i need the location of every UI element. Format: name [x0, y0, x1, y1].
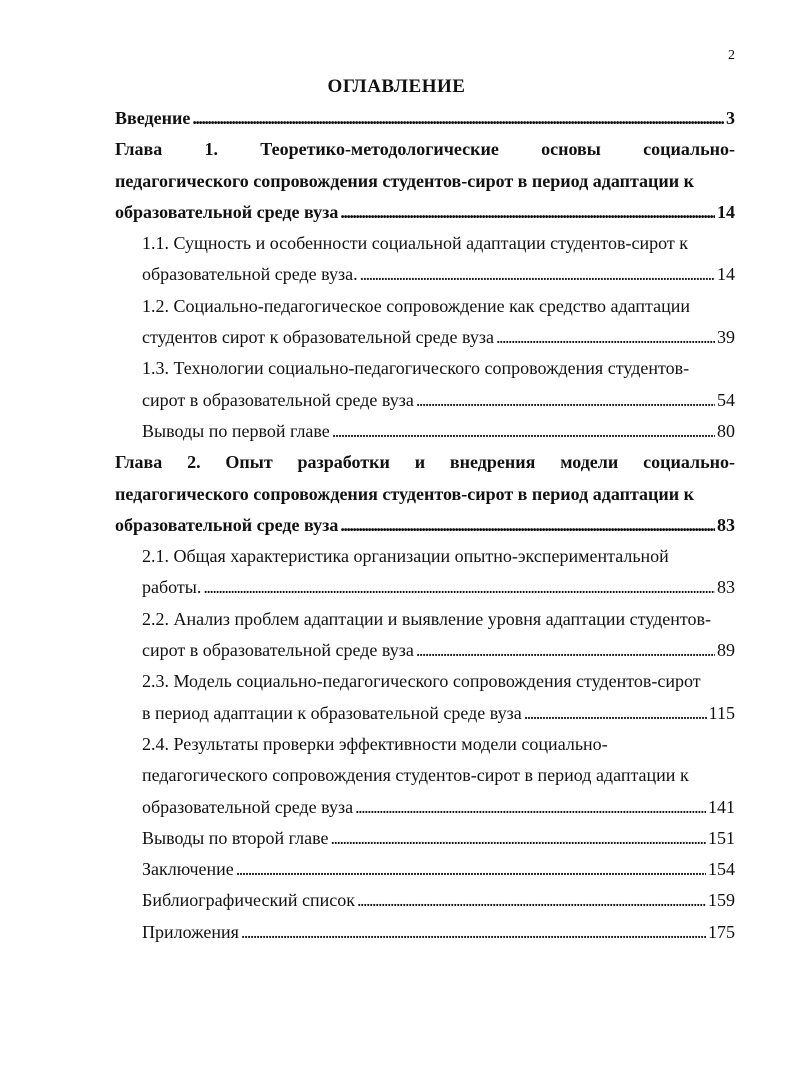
dot-leader	[355, 792, 706, 823]
page-number: 2	[728, 48, 735, 63]
toc-page-number: 83	[717, 577, 735, 598]
toc-word: и	[414, 452, 426, 473]
toc-page-number: 151	[708, 827, 735, 848]
toc-entry-text: педагогического сопровождения студентов-сирот в период адаптации к	[142, 765, 689, 786]
toc-entry-text: 2.4. Результаты проверки эффективности модели социально-	[142, 733, 608, 754]
dot-leader	[416, 385, 715, 416]
toc-chapter-1-line3[interactable]	[115, 197, 735, 228]
toc-appendices[interactable]	[115, 917, 735, 948]
toc-page-number: 141	[708, 796, 735, 817]
toc-entry-text: Выводы по первой главе	[142, 420, 330, 441]
dot-leader	[416, 635, 715, 666]
toc-entry-label: Введение	[115, 108, 191, 128]
dot-leader	[241, 917, 706, 948]
toc-section-1-1-line2[interactable]	[115, 259, 735, 290]
toc-entry-text: педагогического сопровождения студентов-сирот в период адаптации к	[115, 170, 695, 191]
toc-word: Глава	[115, 452, 163, 473]
toc-word: внедрения	[449, 452, 536, 473]
toc-chapter-2-line3[interactable]	[115, 510, 735, 541]
toc-section-2-2-line1[interactable]	[115, 604, 735, 635]
toc-entry-text: Заключение	[142, 859, 234, 880]
toc-entry-text: Выводы по второй главе	[142, 827, 329, 848]
toc-word: 1.	[204, 139, 219, 160]
toc-entry-text: образовательной среде вуза	[115, 514, 339, 535]
toc-chapter-2-heading-line[interactable]	[115, 447, 735, 478]
toc-conclusions-chapter-2[interactable]	[115, 823, 735, 854]
toc-word: социально-	[643, 139, 735, 160]
toc-word: социально-	[643, 452, 735, 473]
toc-entry-text: работы.	[142, 577, 202, 598]
toc-word: Теоретико-методологические	[260, 139, 499, 160]
page-title: ОГЛАВЛЕНИЕ	[327, 76, 466, 97]
toc-page-number: 54	[717, 389, 735, 410]
dot-leader	[192, 103, 724, 134]
toc-entry-text: сирот в образовательной среде вуза	[142, 389, 414, 410]
toc-section-1-2-line1[interactable]	[115, 291, 735, 322]
toc-word: Опыт	[225, 452, 273, 473]
toc-entry-text: 1.3. Технологии социально-педагогического сопровождения студентов-	[142, 358, 690, 379]
toc-entry-introduction[interactable]	[115, 103, 735, 134]
toc-conclusion[interactable]	[115, 854, 735, 885]
toc-section-2-2-line2[interactable]	[115, 635, 735, 666]
dot-leader	[357, 885, 706, 916]
toc-entry-text: сирот в образовательной среде вуза	[142, 640, 414, 661]
toc-entry-text: 2.1. Общая характеристика организации опытно-экспериментальной	[142, 546, 669, 567]
toc-page-number: 80	[717, 420, 735, 441]
toc-page-number: 83	[717, 514, 735, 535]
toc-section-1-1-line1[interactable]	[115, 228, 735, 259]
dot-leader	[496, 322, 715, 353]
toc-section-2-3-line1[interactable]	[115, 666, 735, 697]
toc-page-number: 115	[708, 702, 735, 723]
toc-section-2-4-line3[interactable]	[115, 792, 735, 823]
dot-leader	[360, 259, 715, 290]
toc-section-2-3-line2[interactable]	[115, 698, 735, 729]
toc-section-1-2-line2[interactable]	[115, 322, 735, 353]
toc-section-1-3-line1[interactable]	[115, 353, 735, 384]
dot-leader	[236, 854, 706, 885]
toc-word: разработки	[297, 452, 390, 473]
toc-page-number: 39	[717, 327, 735, 348]
toc-page-number: 3	[726, 108, 735, 128]
toc-word: модели	[560, 452, 619, 473]
dot-leader	[203, 572, 715, 603]
toc-entry-text: образовательной среде вуза	[142, 796, 354, 817]
dot-leader	[340, 510, 715, 541]
dot-leader	[524, 698, 707, 729]
toc-section-2-4-line1[interactable]	[115, 729, 735, 760]
toc-chapter-1-heading-line[interactable]	[115, 134, 735, 165]
toc-chapter-2-line2[interactable]	[115, 479, 735, 510]
toc-section-1-3-line2[interactable]	[115, 385, 735, 416]
toc-entry-text: 2.2. Анализ проблем адаптации и выявление уровня адаптации студентов-	[142, 608, 712, 629]
toc-word: основы	[541, 139, 601, 160]
table-of-contents	[115, 103, 735, 948]
toc-entry-text: 1.2. Социально-педагогическое сопровождение как средство адаптации	[142, 295, 690, 316]
dot-leader	[330, 823, 706, 854]
toc-page-number: 175	[708, 921, 735, 942]
toc-page-number: 14	[717, 201, 735, 222]
toc-section-2-4-line2[interactable]	[115, 760, 735, 791]
toc-page-number: 89	[717, 640, 735, 661]
toc-entry-text: образовательной среде вуза.	[142, 264, 358, 285]
toc-page-number: 159	[708, 890, 735, 911]
dot-leader	[332, 416, 715, 447]
toc-entry-text: Приложения	[142, 921, 239, 942]
toc-entry-text: 2.3. Модель социально-педагогического сопровождения студентов-сирот	[142, 671, 701, 692]
dot-leader	[340, 197, 715, 228]
toc-word: Глава	[115, 139, 163, 160]
toc-chapter-1-line2[interactable]	[115, 166, 735, 197]
toc-bibliography[interactable]	[115, 885, 735, 916]
toc-entry-text: в период адаптации к образовательной среде вуза	[142, 702, 522, 723]
toc-entry-text: образовательной среде вуза	[115, 201, 339, 222]
toc-conclusions-chapter-1[interactable]	[115, 416, 735, 447]
toc-page-number: 154	[708, 859, 735, 880]
toc-entry-text: 1.1. Сущность и особенности социальной адаптации студентов-сирот к	[142, 233, 688, 254]
toc-section-2-1-line2[interactable]	[115, 572, 735, 603]
toc-section-2-1-line1[interactable]	[115, 541, 735, 572]
toc-entry-text: студентов сирот к образовательной среде вуза	[142, 327, 495, 348]
toc-word: 2.	[187, 452, 201, 473]
toc-entry-text: педагогического сопровождения студентов-сирот в период адаптации к	[115, 483, 695, 504]
toc-entry-text: Библиографический список	[142, 890, 355, 911]
toc-page-number: 14	[717, 264, 735, 285]
